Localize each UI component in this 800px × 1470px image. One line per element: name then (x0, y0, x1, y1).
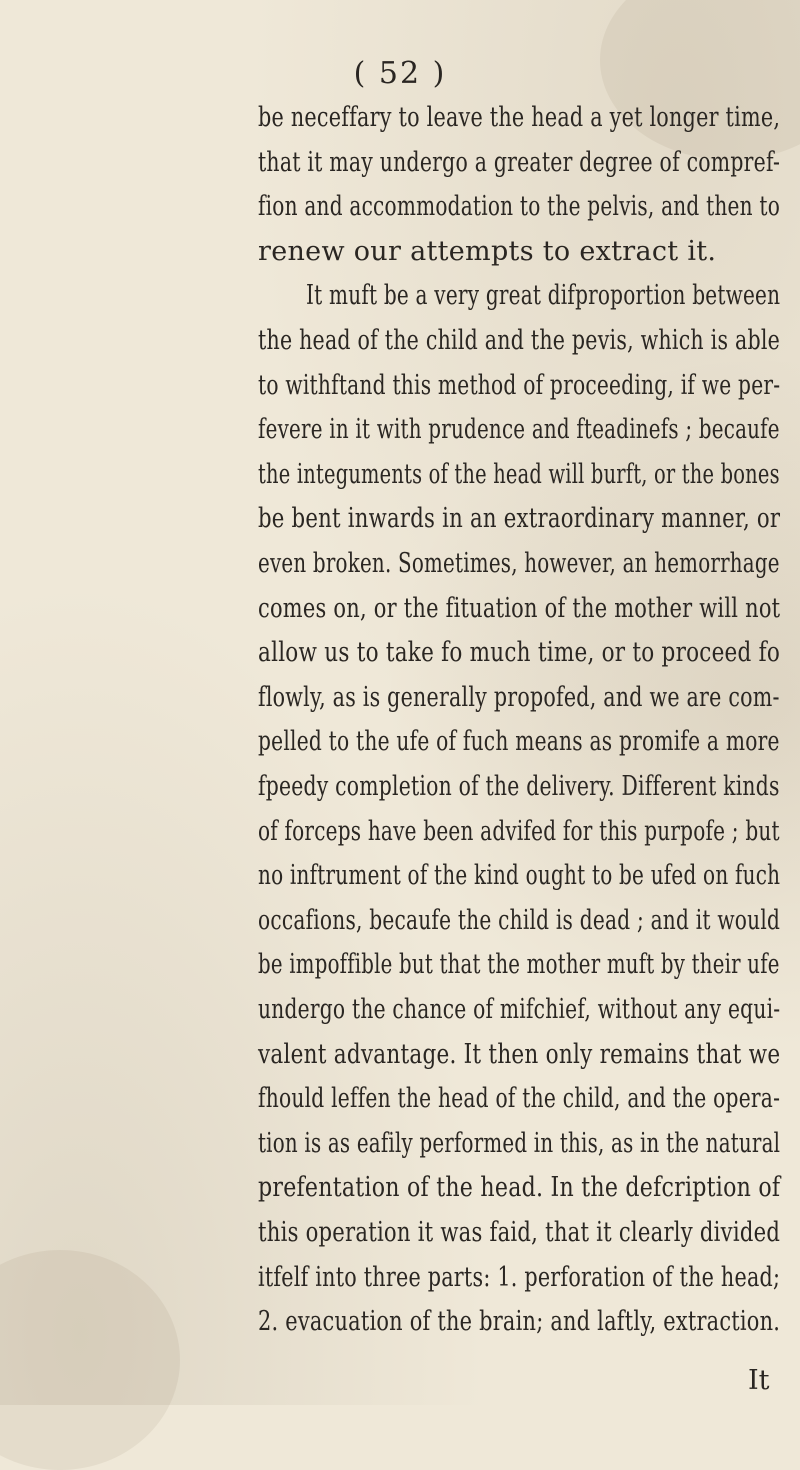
text-line: to withftand this method of proceeding, if we per- (258, 369, 781, 401)
catchword: It (748, 1365, 770, 1396)
text-line: flowly, as is generally propofed, and we are com- (258, 681, 780, 713)
text-line: fhould leffen the head of the child, and the opera- (258, 1083, 781, 1115)
text-line: fevere in it with prudence and fteadinefs ; becaufe (258, 414, 780, 446)
text-line: renew our attempts to extract it. (258, 235, 717, 267)
text-line: comes on, or the fituation of the mother will not (258, 592, 781, 624)
text-line: be bent inwards in an extraordinary manner, or (258, 503, 781, 535)
text-line: fion and accommodation to the pelvis, and then to (258, 191, 780, 223)
page-number: ( 52 ) (353, 56, 447, 91)
text-line: even broken. Sometimes, however, an hemorrhage (258, 548, 780, 579)
text-line: be neceffary to leave the head a yet longer time, (258, 102, 781, 133)
text-line: undergo the chance of mifchief, without any equi- (258, 994, 781, 1025)
text-line: fpeedy completion of the delivery. Different kinds (258, 771, 780, 802)
text-line: of forceps have been advifed for this purpofe ; but (258, 815, 780, 847)
text-line: occafions, becaufe the child is dead ; and it would (258, 904, 781, 936)
text-line: It muft be a very great difproportion between (306, 280, 781, 312)
text-line: this operation it was faid, that it clearly divided (258, 1217, 781, 1248)
text-line: 2. evacuation of the brain; and laftly, extraction. (258, 1306, 781, 1338)
paper-stain (0, 1250, 180, 1470)
text-line: valent advantage. It then only remains that we (258, 1038, 781, 1070)
text-line: the integuments of the head will burft, or the bones (258, 458, 780, 490)
text-line: the head of the child and the pevis, which is able (258, 325, 781, 356)
text-line: allow us to take fo much time, or to proceed fo (258, 637, 781, 669)
text-line: pelled to the ufe of fuch means as promife a more (258, 726, 780, 758)
text-line: that it may undergo a greater degree of compref- (258, 146, 781, 178)
text-line: be impoffible but that the mother muft by their ufe (258, 949, 780, 981)
text-line: no inftrument of the kind ought to be ufed on fuch (258, 860, 781, 892)
text-line: tion is as eafily performed in this, as in the natural (258, 1127, 781, 1159)
text-line: itfelf into three parts: 1. perforation of the head; (258, 1261, 781, 1293)
text-line: prefentation of the head. In the defcription of (258, 1172, 781, 1204)
